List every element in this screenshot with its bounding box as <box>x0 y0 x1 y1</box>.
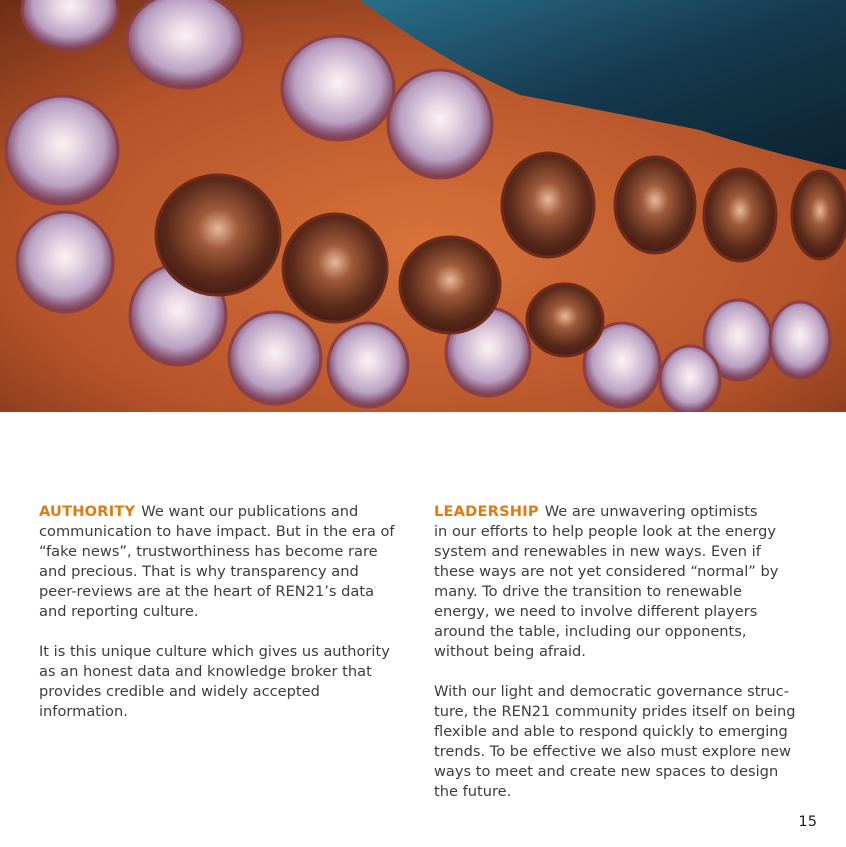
leadership-heading: LEADERSHIP <box>434 503 539 520</box>
authority-paragraph-1: AUTHORITY We want our publications and communication to have impact. But in the era of “fake news”, trustworthiness has become rare and precious. That is why transparency and peer-reviews are at the heart of REN21’s data and reporting culture. <box>39 503 395 620</box>
page-number: 15 <box>798 813 817 830</box>
leadership-section <box>434 502 814 822</box>
octopus-photo <box>0 0 846 412</box>
leadership-paragraph-1: LEADERSHIP We are unwavering optimists in our efforts to help people look at the energy system and renewables in new ways. Even if these ways are not yet considered “normal” by many. To drive the transition to renewable energy, we need to involve different players around the table, including our opponents, without being afraid. <box>434 503 779 660</box>
authority-heading: AUTHORITY <box>39 503 136 520</box>
leadership-paragraph-2: With our light and democratic governance struc- ture, the REN21 community prides itself on being flexible and able to respond quickly to emerging trends. To be effective we also must explore new ways to meet and create new spaces to design the future. <box>434 683 796 800</box>
hero-image <box>0 0 846 412</box>
authority-paragraph-2: It is this unique culture which gives us authority as an honest data and knowledge broker that provides credible and widely accepted information. <box>39 643 390 720</box>
authority-section <box>39 502 411 742</box>
